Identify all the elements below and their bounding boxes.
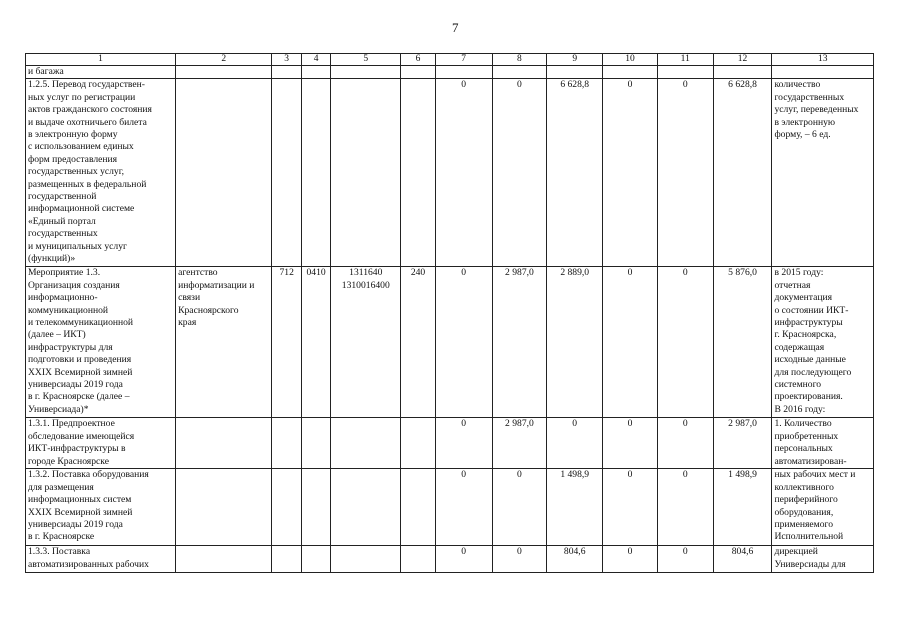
header-cell: 3 [272,54,301,66]
cell-value: 0 [547,418,603,469]
cell-value: 804,6 [547,546,603,573]
cell-value: 2 987,0 [713,418,772,469]
header-cell: 7 [435,54,492,66]
table-row [26,66,874,79]
cell-value: 0 [603,546,658,573]
header-cell: 8 [492,54,547,66]
result-text: ных рабочих мест и коллективного периферийного оборудования, применяемого Исполнительной [772,469,874,546]
cell-value: 0 [435,469,492,546]
cell-value: 0 [435,79,492,267]
cell-value: 0 [492,546,547,573]
cell-value: 0 [435,546,492,573]
header-cell: 9 [547,54,603,66]
cell-value: 0 [435,267,492,418]
row-label: Мероприятие 1.3. Организация создания информационно- коммуникационной и телекоммуникационной (далее – ИКТ) инфраструктуры для подготовки и проведения XXIX Всемирной зимней универсиады 2019 года в г. Красноярске (далее – Универсиада)* [26,267,176,418]
cell-value: 0 [657,267,713,418]
header-cell: 13 [772,54,874,66]
header-cell: 5 [331,54,401,66]
cell-value: 6 628,8 [713,79,772,267]
cell-value: 1 498,9 [713,469,772,546]
header-cell: 11 [657,54,713,66]
budget-table [25,53,874,573]
cell-value: 0 [603,79,658,267]
result-text: дирекцией Универсиады для [772,546,874,573]
header-row [26,54,874,66]
table-row [26,79,874,267]
table-row [26,469,874,546]
cell-value: 0 [603,469,658,546]
cell-value: 712 [272,267,301,418]
result-text: 1. Количество приобретенных персональных автоматизирован- [772,418,874,469]
header-cell: 6 [401,54,435,66]
header-cell: 12 [713,54,772,66]
executor: агентство информатизации и связи Красноярского края [176,267,272,418]
row-label: 1.2.5. Перевод государствен- ных услуг по регистрации актов гражданского состояния и выдаче охотничьего билета в электронную форму с использованием единых форм предоставления государственных услуг, размещенных в федеральной государственной информационной системе «Единый портал государственных и муниципальных услуг (функций)» [26,79,176,267]
page-number: 7 [452,20,459,35]
cell-value: 0 [603,267,658,418]
header-cell: 4 [301,54,330,66]
cell-value: 0 [657,418,713,469]
cell-value: 0 [492,469,547,546]
cell-value: 0 [603,418,658,469]
cell-value: 0 [435,418,492,469]
row-label: 1.3.3. Поставка автоматизированных рабочих [26,546,176,573]
cell-value: 0 [657,79,713,267]
cell-value: 0 [657,546,713,573]
cell-value: 1 498,9 [547,469,603,546]
cell-value: 804,6 [713,546,772,573]
cell-value: 1311640 1310016400 [331,267,401,418]
cell-value: 240 [401,267,435,418]
header-cell: 2 [176,54,272,66]
table-row [26,418,874,469]
cell-value: 0410 [301,267,330,418]
row-label: 1.3.1. Предпроектное обследование имеющейся ИКТ-инфраструктуры в городе Красноярске [26,418,176,469]
header-cell: 10 [603,54,658,66]
cell-value: 0 [657,469,713,546]
cell-value: 2 889,0 [547,267,603,418]
cell-value: 6 628,8 [547,79,603,267]
result-text: количество государственных услуг, переведенных в электронную форму, – 6 ед. [772,79,874,267]
cell-value: 2 987,0 [492,267,547,418]
table-row [26,267,874,418]
row-label: 1.3.2. Поставка оборудования для размещения информационных систем XXIX Всемирной зимней универсиады 2019 года в г. Красноярске [26,469,176,546]
cell-value: 5 876,0 [713,267,772,418]
row-label: и багажа [26,66,176,79]
table-row [26,546,874,573]
header-cell: 1 [26,54,176,66]
cell-value: 0 [492,79,547,267]
result-text: в 2015 году: отчетная документация о состоянии ИКТ- инфраструктуры г. Красноярска, содержащая исходные данные для последующего системного проектирования. В 2016 году: [772,267,874,418]
cell-value: 2 987,0 [492,418,547,469]
